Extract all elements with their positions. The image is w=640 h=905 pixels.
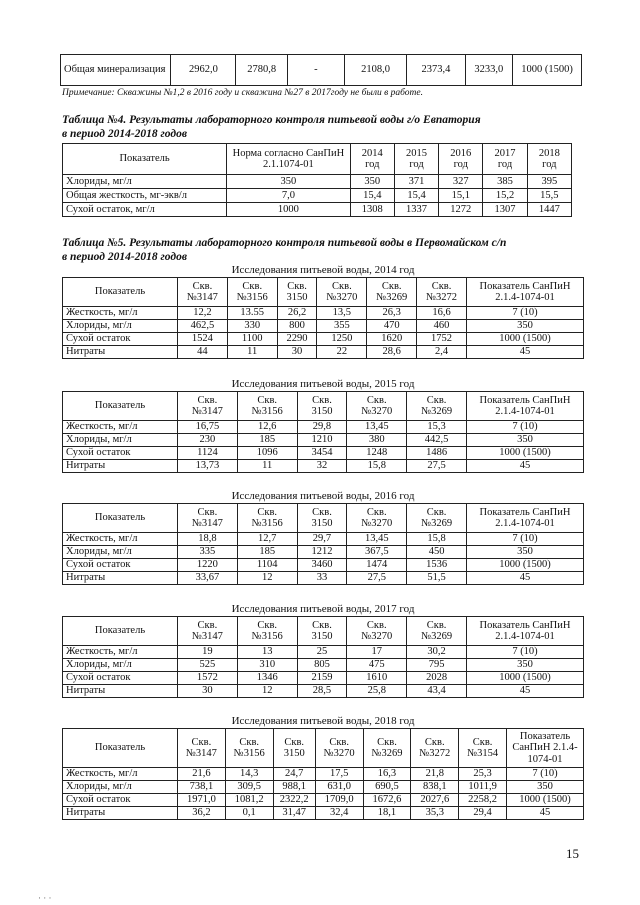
table-cell: 12,6 (237, 421, 297, 434)
scan-mark: · · · (38, 893, 52, 903)
table-cell: 1346 (237, 672, 297, 685)
table-row (63, 421, 584, 434)
table5-title-line2: в период 2014-2018 годов (62, 250, 187, 263)
table-cell: 1000 (1500) (467, 333, 584, 346)
column-header: Скв. №3154 (459, 729, 507, 768)
table-cell: 28,5 (297, 685, 347, 698)
table4-title (62, 114, 481, 142)
table-cell: 1709,0 (315, 794, 363, 807)
table-cell: 2027,6 (411, 794, 459, 807)
table5-title-line1: Таблица №5. Результаты лабораторного контроля питьевой воды в Первомайском с/п (62, 237, 507, 249)
table-cell: 32 (297, 460, 347, 473)
column-header: Скв. 3150 (297, 392, 347, 421)
table-cell: 327 (439, 175, 483, 189)
table-cell: 475 (347, 659, 407, 672)
table-row (63, 533, 584, 546)
table-row (63, 685, 584, 698)
column-header: Норма согласно СанПиН 2.1.1074-01 (227, 144, 351, 175)
column-header: Скв. №3156 (225, 729, 273, 768)
row-label: Нитраты (63, 460, 178, 473)
table-cell: 380 (347, 434, 407, 447)
table4 (62, 143, 572, 217)
table-cell: 45 (467, 460, 584, 473)
table-row (63, 807, 584, 820)
table-row (63, 203, 572, 217)
table-cell: 16,75 (178, 421, 238, 434)
column-header: Показатель (63, 278, 178, 307)
table-cell: 15,5 (527, 189, 571, 203)
table-cell: 3454 (297, 447, 347, 460)
table-cell: 805 (297, 659, 347, 672)
table-cell: 12 (237, 572, 297, 585)
column-header: Скв. №3270 (317, 278, 367, 307)
table-cell: 29,7 (297, 533, 347, 546)
table-cell: 12,7 (237, 533, 297, 546)
row-label: Жесткость, мг/л (63, 307, 178, 320)
row-label: Жесткость, мг/л (63, 646, 178, 659)
table-header-row (63, 278, 584, 307)
column-header: Показатель СанПиН 2.1.4-1074-01 (467, 504, 584, 533)
table-row (63, 320, 584, 333)
column-header: Скв. №3272 (417, 278, 467, 307)
table-row (63, 447, 584, 460)
column-header: Скв. 3150 (273, 729, 315, 768)
table-cell: 1000 (1500) (513, 55, 582, 86)
table-cell: - (287, 55, 344, 86)
table-cell: 385 (483, 175, 527, 189)
row-label: Жесткость, мг/л (63, 421, 178, 434)
table-cell: 2028 (407, 672, 467, 685)
column-header: 2017 год (483, 144, 527, 175)
table-cell: 1536 (407, 559, 467, 572)
table-cell: 460 (417, 320, 467, 333)
table-cell: 22 (317, 346, 367, 359)
column-header: Показатель СанПиН 2.1.4-1074-01 (467, 617, 584, 646)
table-cell: 395 (527, 175, 571, 189)
table-cell: 2159 (297, 672, 347, 685)
table-cell: 15,4 (394, 189, 438, 203)
row-label: Хлориды, мг/л (63, 320, 178, 333)
table-cell: 30 (178, 685, 238, 698)
table-cell: 15,1 (439, 189, 483, 203)
table-cell: 1000 (1500) (467, 559, 584, 572)
column-header: Скв. №3147 (178, 617, 238, 646)
table-cell: 7 (10) (507, 768, 584, 781)
table-cell: 7 (10) (467, 646, 584, 659)
table-cell: 13,45 (347, 421, 407, 434)
table-row (63, 672, 584, 685)
table-cell: 28,6 (367, 346, 417, 359)
table5-block-2018 (62, 728, 584, 820)
table-cell: 1096 (237, 447, 297, 460)
table-cell: 350 (507, 781, 584, 794)
table-cell: 3233,0 (465, 55, 512, 86)
table-cell: 1124 (178, 447, 238, 460)
column-header: Скв. №3270 (347, 504, 407, 533)
column-header: Показатель (63, 504, 178, 533)
table-header-row (63, 392, 584, 421)
table5-block-2017 (62, 616, 584, 698)
column-header: Скв. №3269 (407, 392, 467, 421)
column-header: 2014 год (350, 144, 394, 175)
table-cell: 1474 (347, 559, 407, 572)
table-cell: 350 (350, 175, 394, 189)
table-cell: 15,8 (347, 460, 407, 473)
table-cell: 1752 (417, 333, 467, 346)
row-label: Сухой остаток (63, 672, 178, 685)
table-row (63, 346, 584, 359)
table-cell: 230 (178, 434, 238, 447)
table-cell: 25,3 (459, 768, 507, 781)
table-cell: 1212 (297, 546, 347, 559)
table-cell: 33 (297, 572, 347, 585)
table-cell: 1307 (483, 203, 527, 217)
table-header-row (63, 729, 584, 768)
table-cell: 17 (347, 646, 407, 659)
column-header: Скв. №3269 (407, 504, 467, 533)
table-cell: 13 (237, 646, 297, 659)
column-header: Скв. №3156 (237, 392, 297, 421)
row-label: Жесткость, мг/л (63, 768, 178, 781)
column-header: Скв. №3269 (367, 278, 417, 307)
table-cell: 30,2 (407, 646, 467, 659)
table-cell: 350 (467, 546, 584, 559)
column-header: 2016 год (439, 144, 483, 175)
table-cell: 21,6 (178, 768, 226, 781)
table-cell: 25 (297, 646, 347, 659)
column-header: Показатель СанПиН 2.1.4-1074-01 (467, 392, 584, 421)
top-note: Примечание: Скважины №1,2 в 2016 году и скважина №27 в 2017году не были в работе. (62, 88, 423, 98)
column-header: Скв. №3269 (407, 617, 467, 646)
table-cell: 800 (277, 320, 317, 333)
table-cell: 1620 (367, 333, 417, 346)
table-cell: 371 (394, 175, 438, 189)
table-header-row (63, 144, 572, 175)
table-cell: 36,2 (178, 807, 226, 820)
table-cell: 350 (467, 434, 584, 447)
column-header: Показатель СанПиН 2.1.4-1074-01 (507, 729, 584, 768)
column-header: Скв. №3147 (178, 278, 228, 307)
table-cell: 2,4 (417, 346, 467, 359)
table-cell: 1524 (178, 333, 228, 346)
table-cell: 12 (237, 685, 297, 698)
row-label: Хлориды, мг/л (63, 434, 178, 447)
row-label: Сухой остаток (63, 794, 178, 807)
table-cell: 335 (178, 546, 238, 559)
block-2016-subtitle: Исследования питьевой воды, 2016 год (231, 490, 415, 502)
column-header: Показатель СанПиН 2.1.4-1074-01 (467, 278, 584, 307)
table-cell: 17,5 (315, 768, 363, 781)
table-row (63, 659, 584, 672)
table-cell: 21,8 (411, 768, 459, 781)
table4-title-line1: Таблица №4. Результаты лабораторного контроля питьевой воды г/о Евпатория (62, 114, 481, 126)
table-cell: 2373,4 (407, 55, 465, 86)
table-cell: 350 (467, 320, 584, 333)
table-cell: 450 (407, 546, 467, 559)
table-cell: 2290 (277, 333, 317, 346)
table-row (63, 768, 584, 781)
table-cell: 1220 (178, 559, 238, 572)
table-header-row (63, 617, 584, 646)
table-cell: 18,8 (178, 533, 238, 546)
table-cell: 13,73 (178, 460, 238, 473)
row-label: Сухой остаток (63, 447, 178, 460)
table-cell: 2780,8 (236, 55, 288, 86)
table-cell: 367,5 (347, 546, 407, 559)
table-cell: 795 (407, 659, 467, 672)
table-cell: 29,4 (459, 807, 507, 820)
table-cell: 1572 (178, 672, 238, 685)
column-header: 2018 год (527, 144, 571, 175)
table-cell: 1104 (237, 559, 297, 572)
table-cell: 442,5 (407, 434, 467, 447)
column-header: Скв. №3156 (237, 617, 297, 646)
table-cell: 1272 (439, 203, 483, 217)
table-cell: 1447 (527, 203, 571, 217)
table-cell: 0,1 (225, 807, 273, 820)
table-cell: 12,2 (178, 307, 228, 320)
block-2014-subtitle: Исследования питьевой воды, 2014 год (231, 264, 415, 276)
table-cell: 1081,2 (225, 794, 273, 807)
table-cell: 26,2 (277, 307, 317, 320)
table-cell: 1308 (350, 203, 394, 217)
table-cell: 350 (227, 175, 351, 189)
table-cell: 2258,2 (459, 794, 507, 807)
table-cell: 838,1 (411, 781, 459, 794)
table-cell: 13.55 (227, 307, 277, 320)
table-cell: 19 (178, 646, 238, 659)
table-cell: 45 (507, 807, 584, 820)
table5-title (62, 237, 506, 265)
column-header: Скв. №3272 (411, 729, 459, 768)
table-cell: 14,3 (225, 768, 273, 781)
row-label: Нитраты (63, 572, 178, 585)
table-cell: 1000 (1500) (507, 794, 584, 807)
table-cell: 31,47 (273, 807, 315, 820)
table-cell: 45 (467, 685, 584, 698)
table-row (63, 546, 584, 559)
column-header: Скв. 3150 (297, 617, 347, 646)
table-cell: 738,1 (178, 781, 226, 794)
table-cell: 32,4 (315, 807, 363, 820)
table-row (63, 559, 584, 572)
table-cell: 1000 (227, 203, 351, 217)
table-cell: 988,1 (273, 781, 315, 794)
table4-title-line2: в период 2014-2018 годов (62, 127, 187, 140)
table-cell: 330 (227, 320, 277, 333)
table-row (63, 333, 584, 346)
table-cell: 35,3 (411, 807, 459, 820)
table-row (63, 460, 584, 473)
column-header: Скв. №3147 (178, 504, 238, 533)
table-cell: 1000 (1500) (467, 447, 584, 460)
table5-block-2016 (62, 503, 584, 585)
column-header: Скв. №3270 (315, 729, 363, 768)
table-row (63, 781, 584, 794)
table-cell: 690,5 (363, 781, 411, 794)
table-cell: 1337 (394, 203, 438, 217)
row-label: Хлориды, мг/л (63, 659, 178, 672)
row-label: Нитраты (63, 346, 178, 359)
table-cell: 33,67 (178, 572, 238, 585)
table-cell: 2108,0 (344, 55, 406, 86)
column-header: Скв. №3156 (227, 278, 277, 307)
table-cell: 7 (10) (467, 421, 584, 434)
row-label: Нитраты (63, 807, 178, 820)
table-cell: 1486 (407, 447, 467, 460)
table-row (63, 434, 584, 447)
table-cell: 30 (277, 346, 317, 359)
column-header: Скв. №3147 (178, 392, 238, 421)
table-cell: 27,5 (407, 460, 467, 473)
table-cell: 3460 (297, 559, 347, 572)
table-cell: 7 (10) (467, 307, 584, 320)
table-row (63, 189, 572, 203)
table-cell: 1610 (347, 672, 407, 685)
column-header: Показатель (63, 144, 227, 175)
row-label: Общая минерализация (61, 55, 171, 86)
column-header: Скв. №3269 (363, 729, 411, 768)
table-cell: 11 (227, 346, 277, 359)
row-label: Хлориды, мг/л (63, 781, 178, 794)
table-header-row (63, 504, 584, 533)
table-cell: 1000 (1500) (467, 672, 584, 685)
table-cell: 27,5 (347, 572, 407, 585)
table-cell: 185 (237, 546, 297, 559)
table-cell: 309,5 (225, 781, 273, 794)
table-cell: 45 (467, 346, 584, 359)
column-header: Скв. 3150 (297, 504, 347, 533)
table-cell: 15,2 (483, 189, 527, 203)
table-row (63, 307, 584, 320)
table-cell: 16,6 (417, 307, 467, 320)
table-cell: 1248 (347, 447, 407, 460)
row-label: Нитраты (63, 685, 178, 698)
column-header: Скв. №3147 (178, 729, 226, 768)
row-label: Общая жесткость, мг-экв/л (63, 189, 227, 203)
table-cell: 631,0 (315, 781, 363, 794)
table-cell: 1250 (317, 333, 367, 346)
table-cell: 44 (178, 346, 228, 359)
table-cell: 16,3 (363, 768, 411, 781)
column-header: 2015 год (394, 144, 438, 175)
column-header: Показатель (63, 729, 178, 768)
column-header: Показатель (63, 392, 178, 421)
table-cell: 185 (237, 434, 297, 447)
block-2015-subtitle: Исследования питьевой воды, 2015 год (231, 378, 415, 390)
top-continuation-table (60, 54, 582, 86)
table-cell: 43,4 (407, 685, 467, 698)
table-cell: 15,4 (350, 189, 394, 203)
column-header: Скв. №3156 (237, 504, 297, 533)
table-cell: 11 (237, 460, 297, 473)
table-cell: 13,45 (347, 533, 407, 546)
table-cell: 13,5 (317, 307, 367, 320)
table-cell: 24,7 (273, 768, 315, 781)
table5-block-2014 (62, 277, 584, 359)
table-cell: 310 (237, 659, 297, 672)
row-label: Сухой остаток (63, 333, 178, 346)
table-cell: 355 (317, 320, 367, 333)
table-cell: 25,8 (347, 685, 407, 698)
table-cell: 7 (10) (467, 533, 584, 546)
column-header: Скв. №3270 (347, 392, 407, 421)
table-cell: 1210 (297, 434, 347, 447)
row-label: Жесткость, мг/л (63, 533, 178, 546)
table-cell: 1011,9 (459, 781, 507, 794)
table-cell: 15,3 (407, 421, 467, 434)
block-2018-subtitle: Исследования питьевой воды, 2018 год (231, 715, 415, 727)
table-cell: 462,5 (178, 320, 228, 333)
row-label: Хлориды, мг/л (63, 175, 227, 189)
page-number: 15 (566, 846, 579, 861)
table-cell: 51,5 (407, 572, 467, 585)
table-cell: 525 (178, 659, 238, 672)
table-cell: 2962,0 (171, 55, 236, 86)
column-header: Показатель (63, 617, 178, 646)
row-label: Сухой остаток (63, 559, 178, 572)
table-cell: 15,8 (407, 533, 467, 546)
table-cell: 29,8 (297, 421, 347, 434)
block-2017-subtitle: Исследования питьевой воды, 2017 год (231, 603, 415, 615)
table-cell: 350 (467, 659, 584, 672)
table-cell: 45 (467, 572, 584, 585)
table-row (63, 175, 572, 189)
column-header: Скв. №3270 (347, 617, 407, 646)
row-label: Хлориды, мг/л (63, 546, 178, 559)
table5-block-2015 (62, 391, 584, 473)
table-row (63, 794, 584, 807)
table-cell: 1971,0 (178, 794, 226, 807)
table-cell: 2322,2 (273, 794, 315, 807)
column-header: Скв. 3150 (277, 278, 317, 307)
table-cell: 470 (367, 320, 417, 333)
table-row (61, 55, 582, 86)
table-cell: 7,0 (227, 189, 351, 203)
table-row (63, 572, 584, 585)
table-cell: 18,1 (363, 807, 411, 820)
table-cell: 1100 (227, 333, 277, 346)
table-row (63, 646, 584, 659)
table-cell: 1672,6 (363, 794, 411, 807)
table-cell: 26,3 (367, 307, 417, 320)
row-label: Сухой остаток, мг/л (63, 203, 227, 217)
